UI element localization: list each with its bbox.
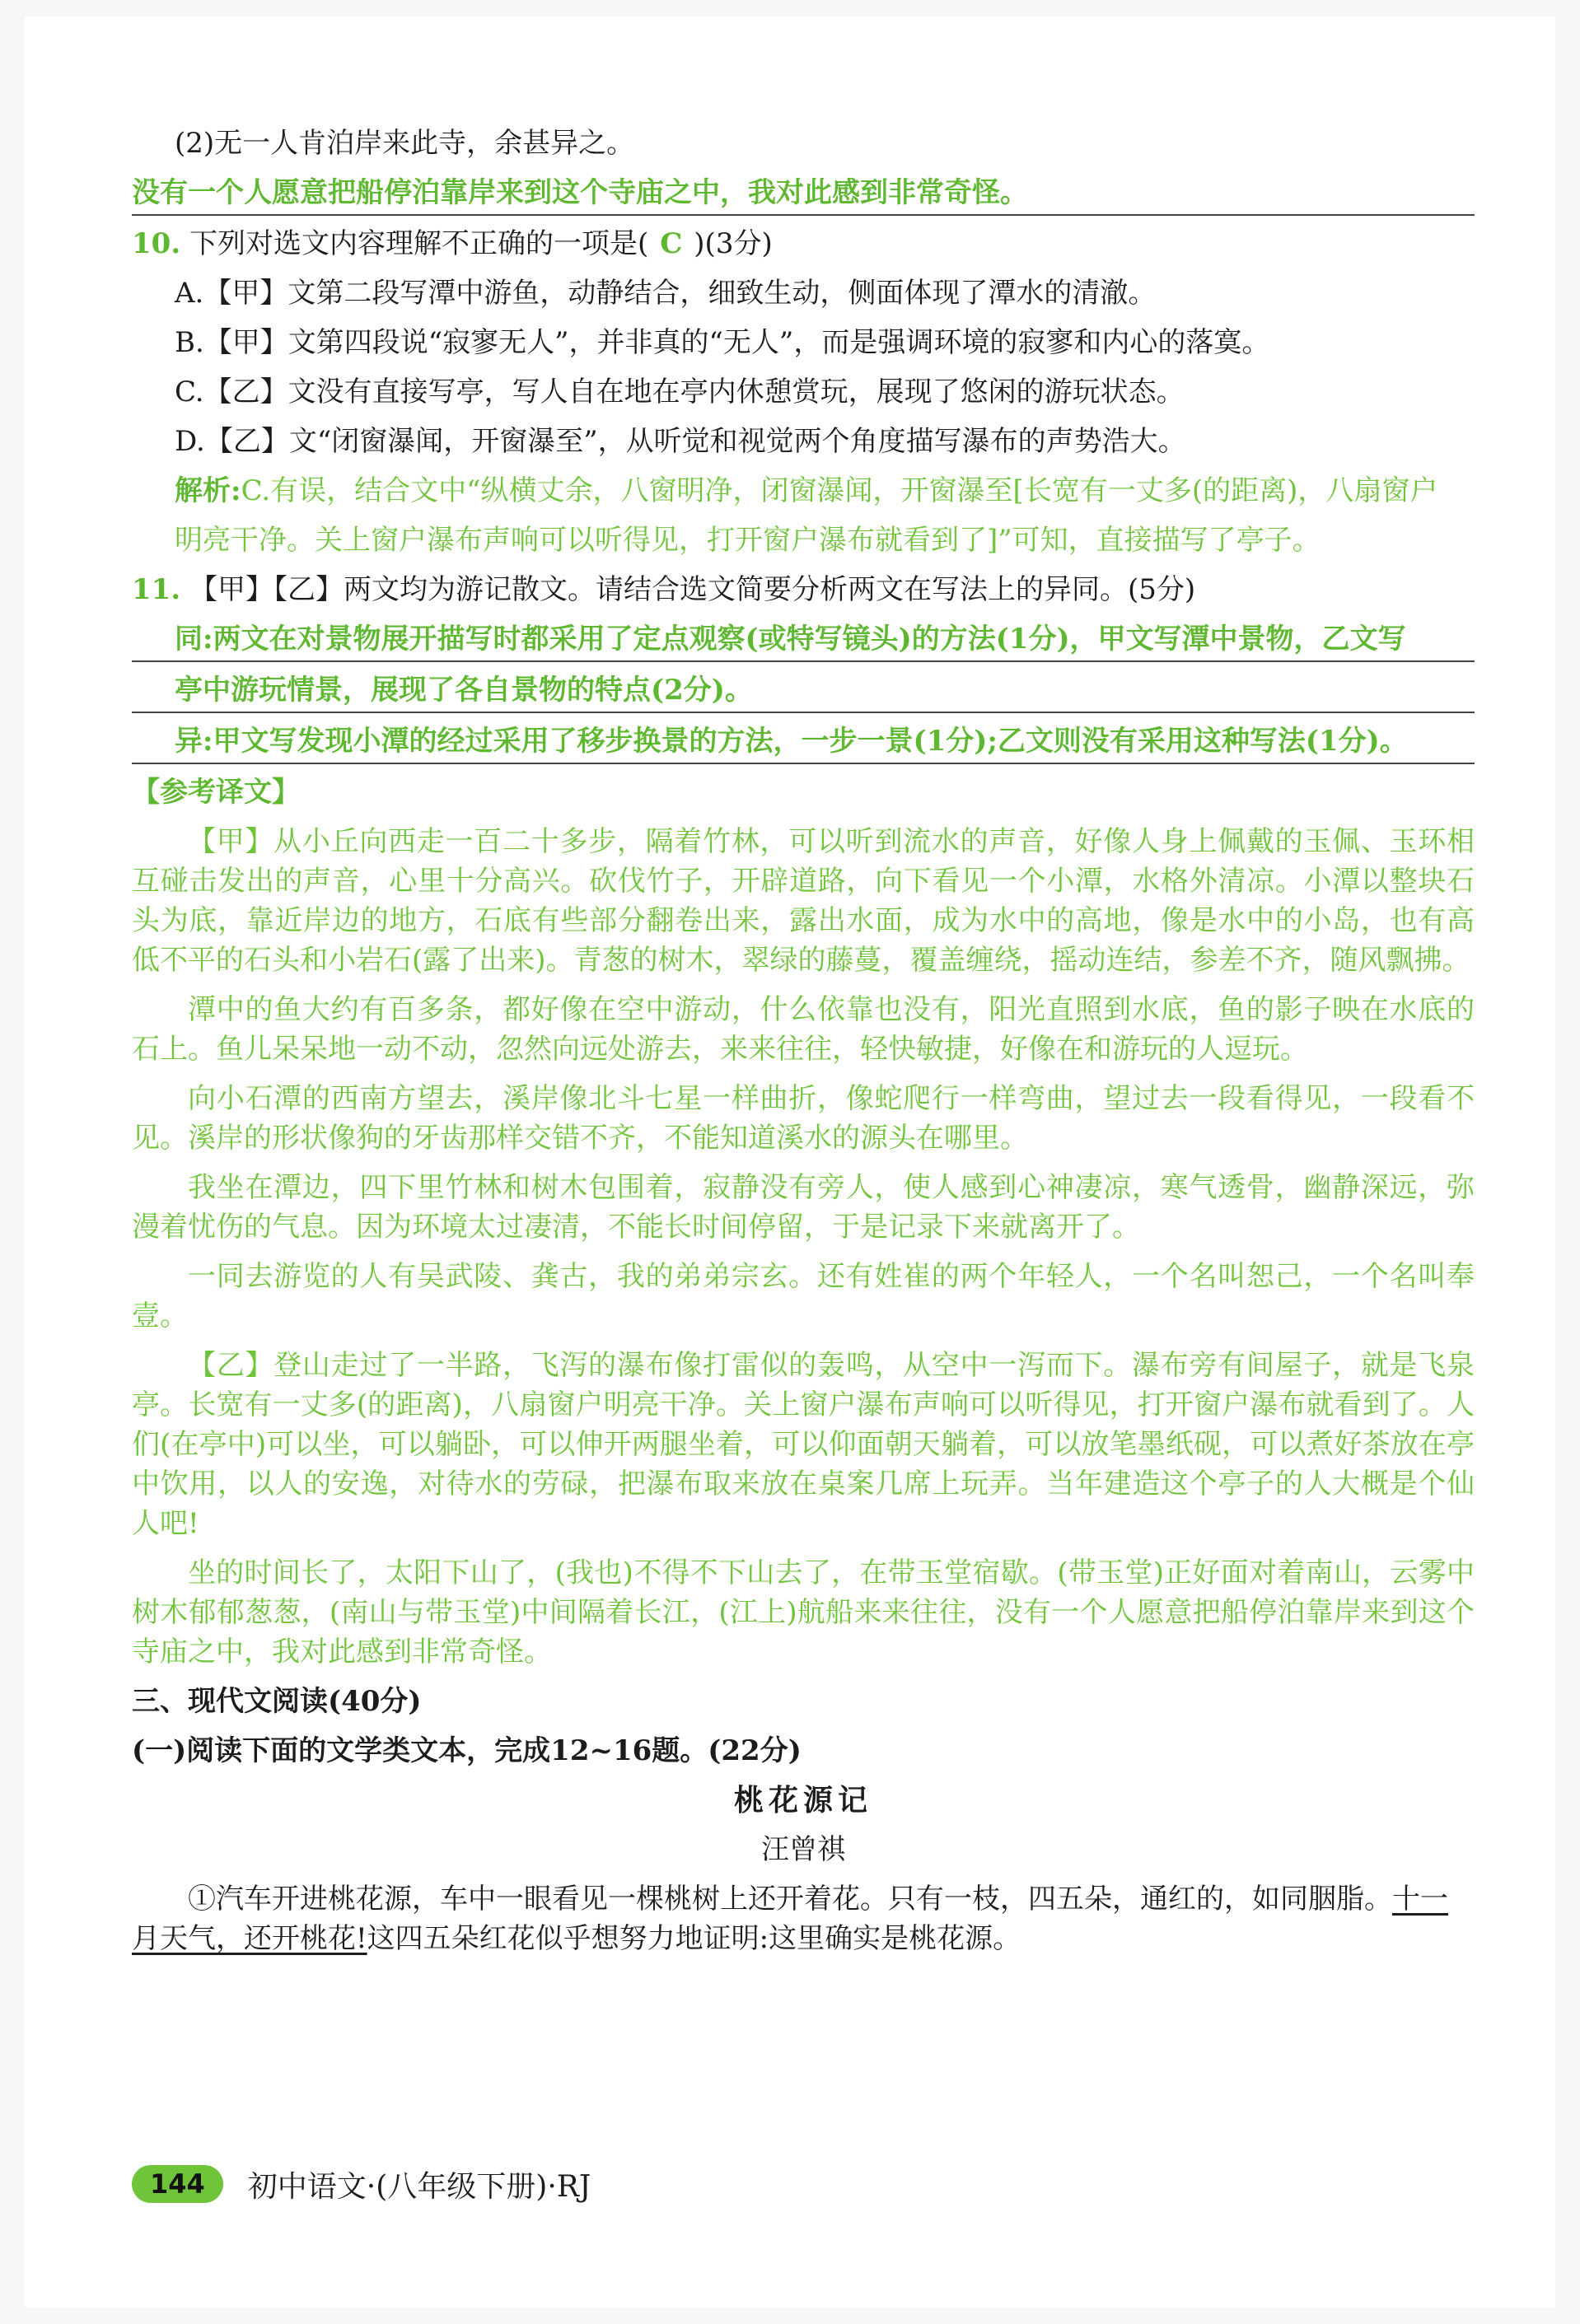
para1-rest: 这四五朵红花似乎想努力地证明:这里确实是桃花源。 [367, 1922, 1021, 1955]
q11-answer-line3: 异:甲文写发现小潭的经过采用了移步换景的方法，一步一景(1分);乙文则没有采用这种写法(1分)。 [132, 721, 1475, 764]
translation-paragraph: 潭中的鱼大约有百多条，都好像在空中游动，什么依靠也没有，阳光直照到水底，鱼的影子映在水底的石上。鱼儿呆呆地一动不动，忽然向远处游去，来来往往，轻快敏捷，好像在和游玩的人逗玩。 [132, 993, 1475, 1066]
q10-stem-after: )(3分) [694, 227, 773, 260]
q10-analysis-label: 解析: [175, 474, 241, 507]
q10-analysis-text1: C.有误，结合文中“纵横丈余，八窗明净，闭窗瀑闻，开窗瀑至[长宽有一丈多(的距离)，八扇窗户 [241, 474, 1438, 507]
q10-analysis-line1 [132, 471, 1475, 511]
q10-option-d: D.【乙】文“闭窗瀑闻，开窗瀑至”，从听觉和视觉两个角度描写瀑布的声势浩大。 [175, 425, 1186, 458]
q11-answer-line1: 同:两文在对景物展开描写时都采用了定点观察(或特写镜头)的方法(1分)，甲文写潭中景物，乙文写 [132, 619, 1475, 662]
section3-heading: 三、现代文阅读(40分) [132, 1685, 422, 1718]
page-footer [132, 2159, 591, 2209]
q11-stem-text: 【甲】【乙】两文均为游记散文。请结合选文简要分析两文在写法上的异同。(5分) [189, 573, 1196, 606]
q10-answer: C [660, 227, 683, 260]
translation-paragraph: 向小石潭的西南方望去，溪岸像北斗七星一样曲折，像蛇爬行一样弯曲，望过去一段看得见，一段看不见。溪岸的形状像狗的牙齿那样交错不齐，不能知道溪水的源头在哪里。 [132, 1082, 1475, 1155]
book-title: 初中语文·(八年级下册)·RJ [247, 2169, 591, 2204]
q10-option-c: C.【乙】文没有直接写亭，写人自在地在亭内休憩赏玩，展现了悠闲的游玩状态。 [175, 376, 1185, 408]
article-body [132, 1879, 1475, 1958]
q11-answer-line2: 亭中游玩情景，展现了各自景物的特点(2分)。 [132, 670, 1475, 713]
article-title: 桃花源记 [733, 1783, 872, 1818]
q10-option-a: A.【甲】文第二段写潭中游鱼，动静结合，细致生动，侧面体现了潭水的清澈。 [175, 277, 1157, 310]
translation-paragraph: 【乙】登山走过了一半路，飞泻的瀑布像打雷似的轰鸣，从空中一泻而下。瀑布旁有间屋子，就是飞泉亭。长宽有一丈多(的距离)，八扇窗户明亮干净。关上窗户瀑布声响可以听得见，打开窗户瀑布就看到了。人们(在亭中)可以坐，可以躺卧，可以伸开两腿坐着，可以仰面朝天躺着，可以放笔墨纸砚，可以煮好茶放在亭中饮用，以人的安逸，对待水的劳碌，把瀑布取来放在桌案几席上玩弄。当年建造这个亭子的人大概是个仙人吧! [132, 1349, 1475, 1540]
q11-number: 11. [132, 573, 181, 606]
q10-option-b: B.【甲】文第四段说“寂寥无人”，并非真的“无人”，而是强调环境的寂寥和内心的落寞。 [175, 326, 1270, 359]
q10-analysis-line2: 明亮干净。关上窗户瀑布声响可以听得见，打开窗户瀑布就看到了]”可知，直接描写了亭子。 [175, 524, 1321, 557]
translation-body [132, 822, 1475, 1672]
section3-subheading: (一)阅读下面的文学类文本，完成12~16题。(22分) [132, 1734, 802, 1767]
q9-sub2-question: (2)无一人肯泊岸来此寺，余甚异之。 [175, 127, 635, 160]
q9-sub2-answer: 没有一个人愿意把船停泊靠岸来到这个寺庙之中，我对此感到非常奇怪。 [132, 173, 1475, 216]
q10-number: 10. [132, 227, 181, 260]
article-author: 汪曾祺 [761, 1833, 845, 1866]
para1-plain: ①汽车开进桃花源，车中一眼看见一棵桃树上还开着花。只有一枝，四五朵，通红的，如同胭脂。 [188, 1883, 1392, 1916]
page-number: 144 [132, 2165, 223, 2203]
translation-paragraph: 【甲】从小丘向西走一百二十多步，隔着竹林，可以听到流水的声音，好像人身上佩戴的玉佩、玉环相互碰击发出的声音，心里十分高兴。砍伐竹子，开辟道路，向下看见一个小潭，水格外清凉。小潭以整块石头为底，靠近岸边的地方，石底有些部分翻卷出来，露出水面，成为水中的高地，像是水中的小岛，也有高低不平的石头和小岩石(露了出来)。青葱的树木，翠绿的藤蔓，覆盖缠绕，摇动连结，参差不齐，随风飘拂。 [132, 825, 1475, 977]
article-paragraph-1 [132, 1879, 1475, 1958]
translation-paragraph: 我坐在潭边，四下里竹林和树木包围着，寂静没有旁人，使人感到心神凄凉，寒气透骨，幽静深远，弥漫着忧伤的气息。因为环境太过凄清，不能长时间停留，于是记录下来就离开了。 [132, 1171, 1475, 1244]
para1-underlined: 十一月天气，还开桃花! [132, 1883, 1448, 1955]
translation-paragraph: 坐的时间长了，太阳下山了，(我也)不得不下山去了，在带玉堂宿歇。(带玉堂)正好面对着南山，云雾中树木郁郁葱葱，(南山与带玉堂)中间隔着长江，(江上)航船来来往往，没有一个人愿意把船停泊靠岸来到这个寺庙之中，我对此感到非常奇怪。 [132, 1556, 1475, 1668]
page-content [132, 124, 1475, 1968]
q10-stem [132, 224, 1475, 264]
translation-heading: 【参考译文】 [132, 776, 300, 809]
translation-paragraph: 一同去游览的人有吴武陵、龚古，我的弟弟宗玄。还有姓崔的两个年轻人，一个名叫恕己，一个名叫奉壹。 [132, 1260, 1475, 1332]
q10-stem-before: 下列对选文内容理解不正确的一项是( [189, 227, 649, 260]
q11-stem [132, 570, 1475, 609]
